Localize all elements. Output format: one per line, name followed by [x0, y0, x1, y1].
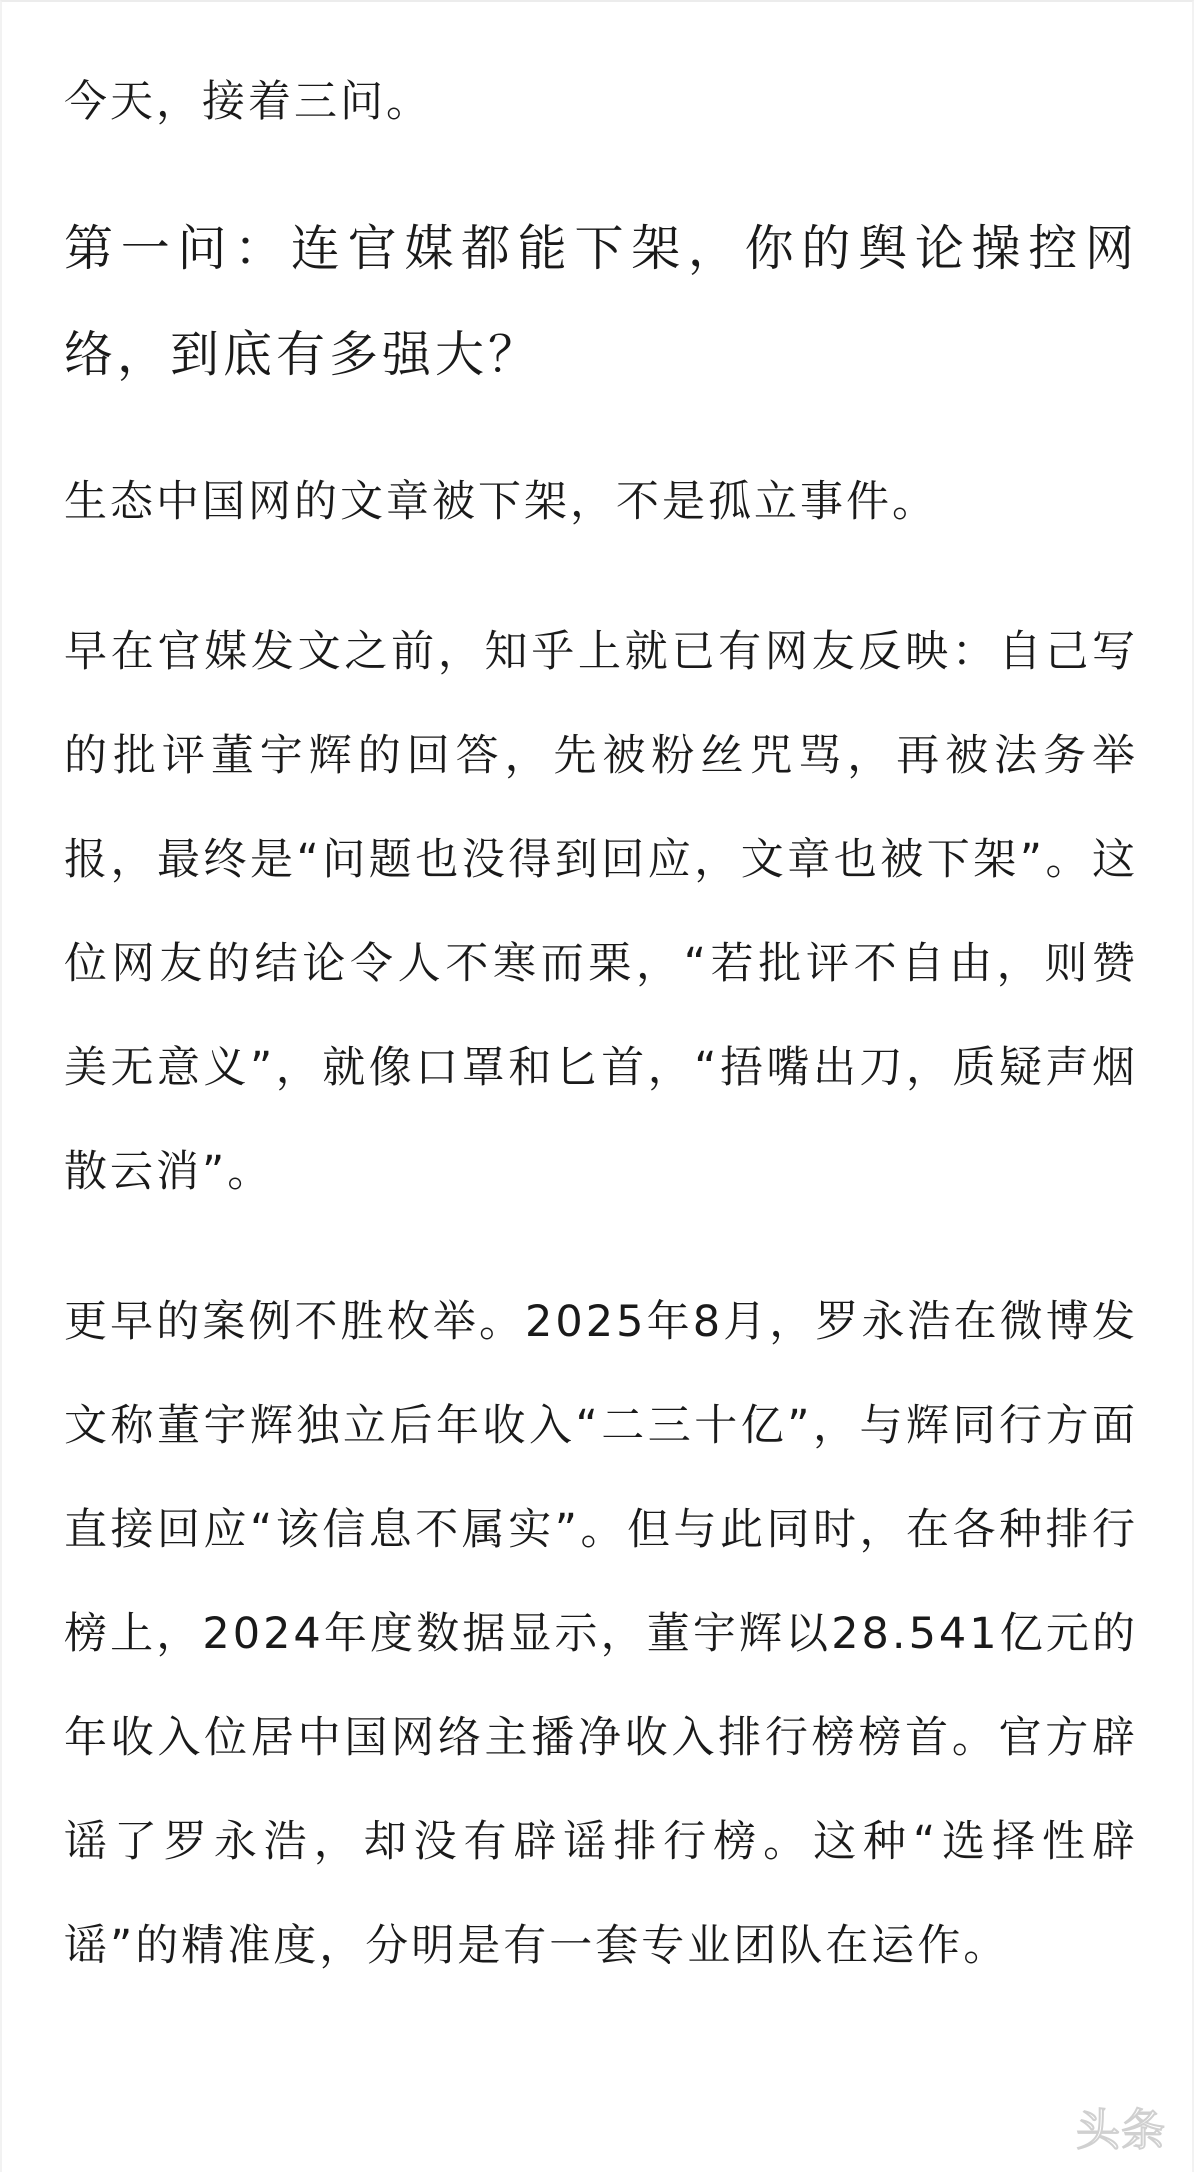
paragraph-not-isolated: 生态中国网的文章被下架，不是孤立事件。: [64, 477, 938, 527]
paragraph-zhihu-case: 早在官媒发文之前，知乎上就已有网友反映：自己写的批评董宇辉的回答，先被粉丝咒骂，再被法务举报，最终是“问题也没得到回应，文章也被下架”。这位网友的结论令人不寒而栗，“若批评不自由，则赞美无意义”，就像口罩和匕首，“捂嘴出刀，质疑声烟散云消”。: [64, 627, 1138, 1197]
article-body: [64, 50, 1138, 1998]
question-heading: 第一问：连官媒都能下架，你的舆论操控网络，到底有多强大？: [64, 220, 1138, 383]
intro-paragraph: 今天，接着三问。: [64, 77, 432, 127]
paragraph-earlier-cases: 更早的案例不胜枚举。2025年8月，罗永浩在微博发文称董宇辉独立后年收入“二三十亿”，与辉同行方面直接回应“该信息不属实”。但与此同时，在各种排行榜上，2024年度数据显示，董宇辉以28.541亿元的年收入位居中国网络主播净收入排行榜榜首。官方辟谣了罗永浩，却没有辟谣排行榜。这种“选择性辟谣”的精准度，分明是有一套专业团队在运作。: [64, 1297, 1138, 1971]
watermark-logo: 头条: [1076, 2105, 1166, 2156]
